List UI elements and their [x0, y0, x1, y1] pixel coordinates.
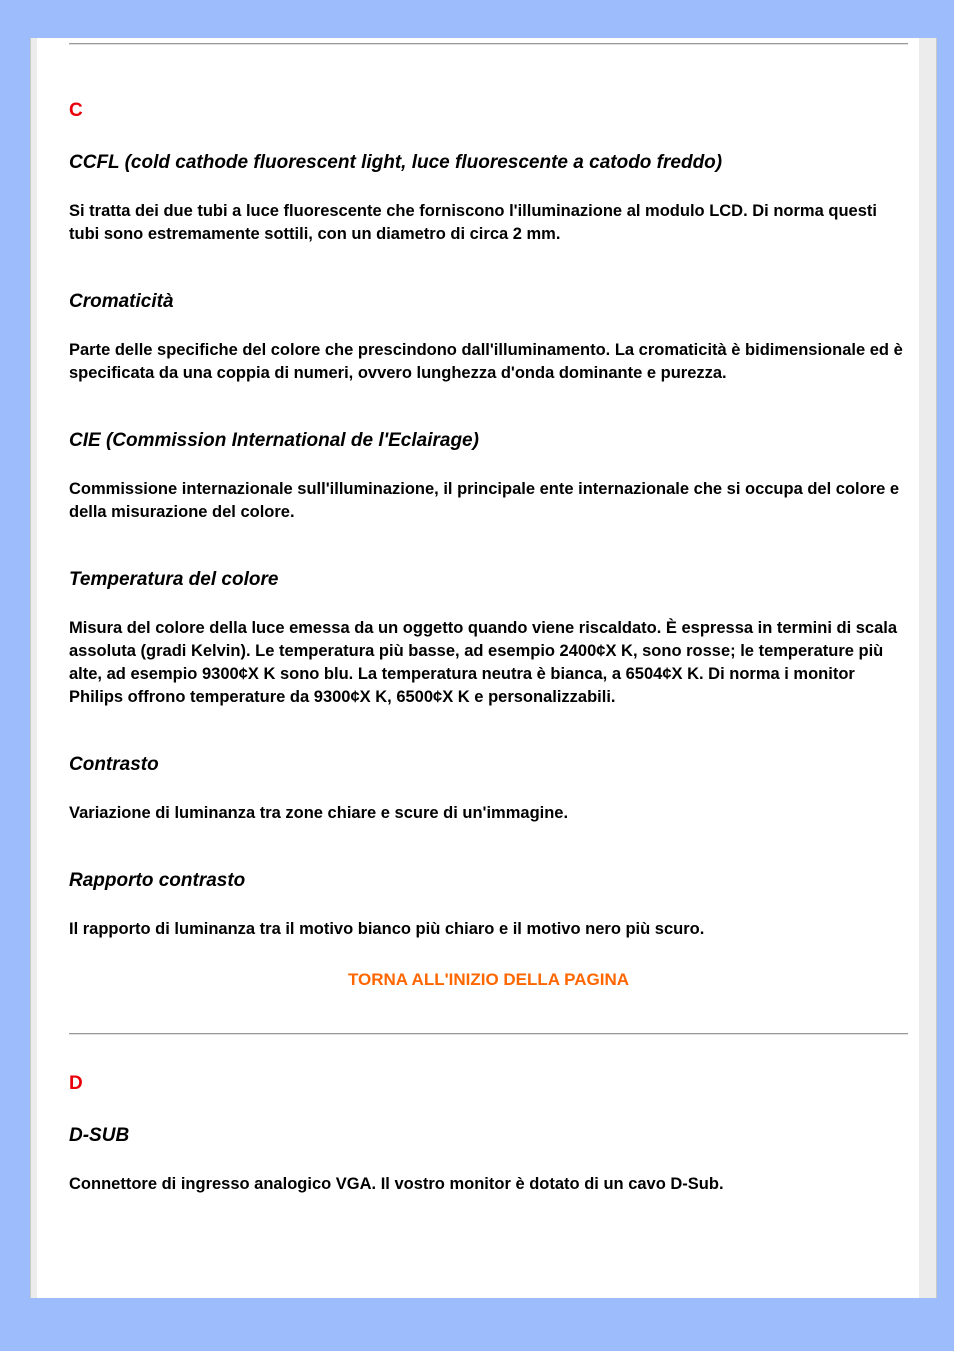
desc-contrasto: Variazione di luminanza tra zone chiare e scure di un'immagine.	[69, 804, 569, 822]
term-temperatura-colore: Temperatura del colore	[69, 569, 279, 590]
glossary-content	[69, 38, 908, 1196]
section-letter-c: C	[69, 100, 83, 121]
desc-cie: Commissione internazionale sull'illuminazione, il principale ente internazionale che si occupa del colore e della misurazione del colore.	[69, 480, 900, 521]
back-to-top-link[interactable]: TORNA ALL'INIZIO DELLA PAGINA	[347, 970, 630, 989]
desc-temperatura-colore: Misura del colore della luce emessa da un oggetto quando viene riscaldato. È espressa in termini di scala assoluta (gradi Kelvin). Le temperatura più basse, ad esempio 2400¢X K, sono rosse; le temperature più alte, ad esempio 9300¢X K sono blu. La temperatura neutra è bianca, a 6504¢X K. Di norma i monitor Philips offrono temperature da 9300¢X K, 6500¢X K e personalizzabili.	[69, 619, 898, 706]
term-contrasto: Contrasto	[69, 754, 159, 775]
term-d-sub: D-SUB	[69, 1125, 130, 1146]
desc-rapporto-contrasto: Il rapporto di luminanza tra il motivo bianco più chiaro e il motivo nero più scuro.	[69, 920, 705, 938]
term-rapporto-contrasto: Rapporto contrasto	[69, 870, 246, 891]
desc-ccfl: Si tratta dei due tubi a luce fluorescente che forniscono l'illuminazione al modulo LCD. Di norma questi tubi sono estremamente sottili, con un diametro di circa 2 mm.	[69, 202, 877, 243]
desc-cromaticita: Parte delle specifiche del colore che prescindono dall'illuminamento. La cromaticità è bidimensionale ed è specificata da una coppia di numeri, ovvero lunghezza d'onda dominante e purezza.	[69, 341, 903, 382]
term-ccfl: CCFL (cold cathode fluorescent light, luce fluorescente a catodo freddo)	[69, 152, 723, 173]
term-cromaticita: Cromaticità	[69, 291, 174, 312]
desc-d-sub: Connettore di ingresso analogico VGA. Il vostro monitor è dotato di un cavo D-Sub.	[69, 1175, 724, 1193]
term-cie: CIE (Commission International de l'Eclairage)	[69, 430, 479, 451]
section-letter-d: D	[69, 1073, 83, 1094]
